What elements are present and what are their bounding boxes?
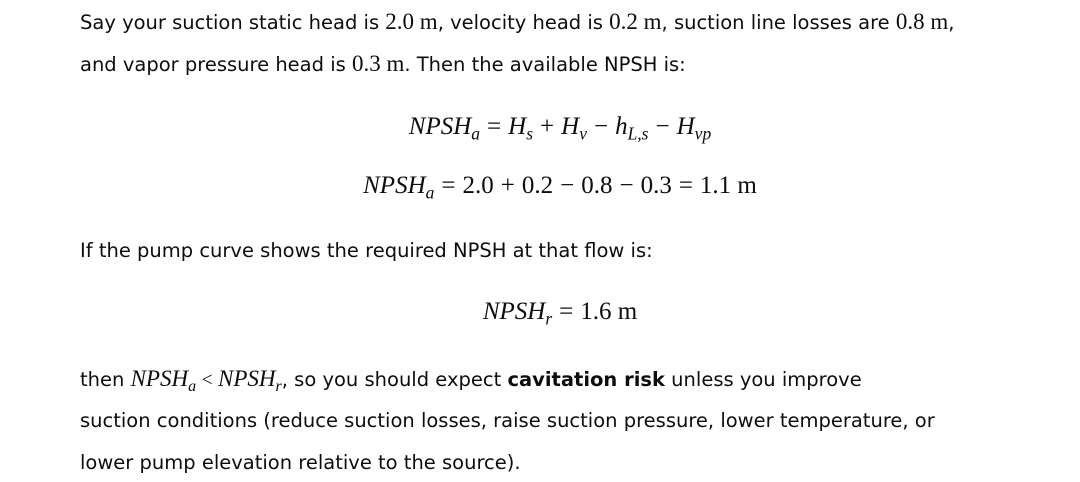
math-term: 2.0: [462, 172, 494, 199]
math-term: $NPSH_r$: [218, 366, 282, 395]
text-run: . Then the available NPSH is:: [404, 53, 686, 76]
math-operator: =: [487, 113, 502, 140]
math-operator: +: [540, 113, 555, 140]
math-subscript: a: [188, 377, 197, 395]
equation-npsha-value: [80, 170, 1040, 202]
text-run: unless you improve: [664, 368, 862, 391]
math-term: 1.1 m: [699, 172, 757, 199]
math-term: 2.0 m: [385, 9, 438, 34]
math-subscript: v: [579, 123, 587, 144]
math-term: 0.2: [521, 172, 554, 199]
math-operator: −: [619, 172, 634, 199]
text-run: then: [80, 368, 131, 391]
text-run: suction conditions (reduce suction losses, raise suction pressure, lower temperature, or: [80, 409, 935, 432]
math-term: $NPSH_r$: [482, 298, 553, 329]
math-subscript: r: [545, 308, 553, 329]
paragraph-1-line-2: [80, 50, 686, 79]
paragraph-2: [80, 237, 653, 265]
math-term: $H_{vp}$: [676, 113, 712, 144]
math-operator: <: [201, 370, 213, 391]
math-operator: −: [655, 113, 670, 140]
math-operator: −: [593, 113, 609, 140]
text-run: , velocity head is: [437, 11, 610, 34]
text-run: ,: [948, 11, 955, 34]
text-run: If the pump curve shows the required NPSH at that flow is:: [80, 239, 653, 262]
math-term: $NPSH_a$: [408, 113, 481, 144]
paragraph-3-line-2: [80, 407, 935, 435]
math-subscript: s: [526, 123, 534, 144]
math-term: $H_s$: [508, 113, 534, 144]
paragraph-1-line-1: [80, 8, 954, 37]
equation-npsha-formula: [80, 111, 1040, 143]
math-operator: =: [678, 172, 693, 199]
math-term: $h_{L,s}$: [615, 113, 649, 144]
paragraph-3-line-3: [80, 449, 521, 477]
math-term: 0.8 m: [895, 9, 949, 34]
math-term: 1.6 m: [580, 298, 638, 325]
math-term: $NPSH_a$: [363, 172, 435, 203]
bold-text: cavitation risk: [507, 368, 665, 391]
math-term: $H_v$: [561, 113, 587, 144]
text-run: , suction line losses are: [661, 11, 896, 34]
math-operator: =: [559, 298, 574, 325]
math-subscript: r: [275, 377, 282, 395]
math-term: 0.3 m: [351, 51, 405, 76]
text-run: Say your suction static head is: [80, 11, 386, 34]
math-term: 0.2 m: [609, 9, 662, 34]
math-term: $NPSH_a$: [130, 366, 197, 395]
math-term: 0.3: [640, 172, 672, 199]
math-subscript: a: [425, 182, 435, 203]
equation-npshr-value: [80, 296, 1040, 328]
paragraph-3-line-1: [80, 365, 862, 395]
math-operator: +: [500, 172, 515, 199]
text-run: lower pump elevation relative to the source).: [80, 451, 521, 474]
text-run: , so you should expect: [281, 368, 508, 391]
math-operator: =: [441, 172, 456, 199]
text-run: and vapor pressure head is: [80, 53, 352, 76]
math-subscript: vp: [694, 123, 712, 144]
math-operator: −: [560, 172, 575, 199]
math-subscript: L,s: [627, 123, 649, 144]
math-term: 0.8: [581, 172, 613, 199]
math-subscript: a: [471, 123, 481, 144]
